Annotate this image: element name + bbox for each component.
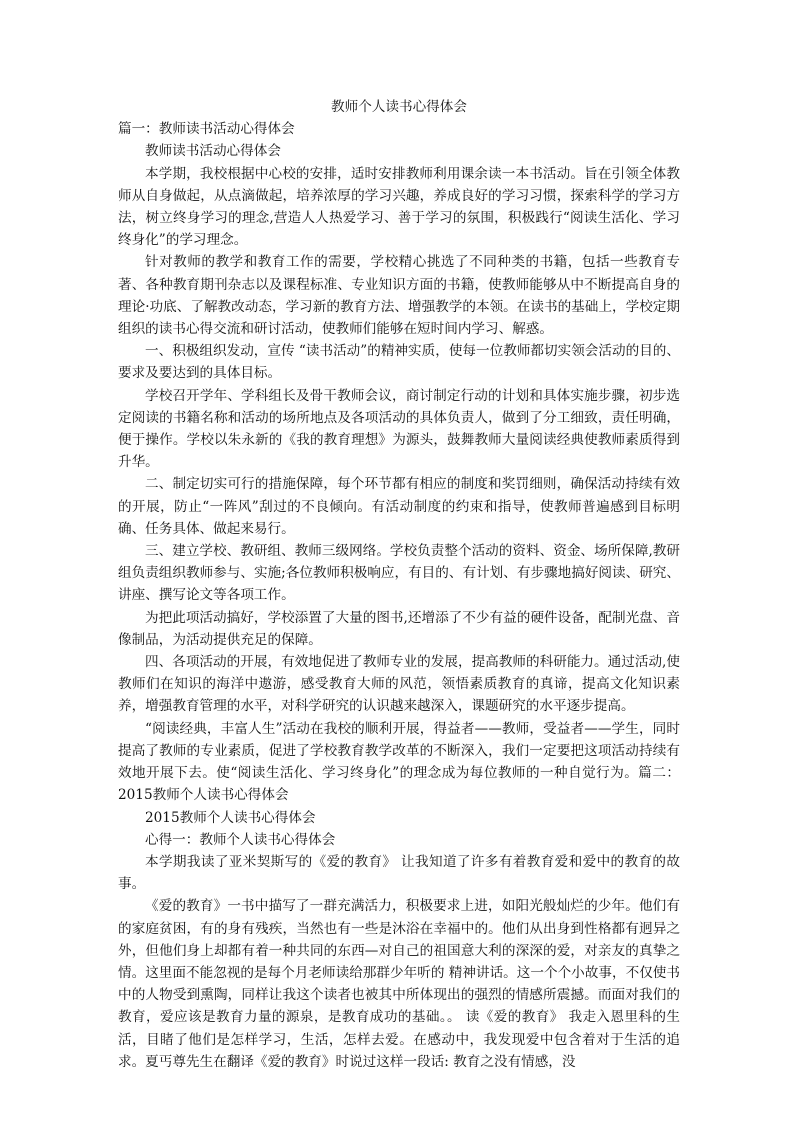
paragraph: 学校召开学年、学科组长及骨干教师会议，商讨制定行动的计划和具体实施步骤，初步选定阅读的书籍名称和活动的场所地点及各项活动的具体负责人，做到了分工细致，责任明确，便于操作。学校以朱永新的《我的教育理想》为源头，鼓舞教师大量阅读经典使教师素质得到升华。 — [118, 387, 680, 471]
paragraph: 三、建立学校、教研组、教师三级网络。学校负责整个活动的资料、资金、场所保障,教研组负责组织教师参与、实施;各位教师积极响应，有目的、有计划、有步骤地搞好阅读、研究、讲座、撰写论文等各项工作。 — [118, 543, 680, 604]
section-heading: 篇一：教师读书活动心得体会 — [118, 121, 295, 138]
paragraph: 本学期，我校根据中心校的安排，适时安排教师利用课余读一本书活动。旨在引领全体教师从自身做起，从点滴做起，培养浓厚的学习兴趣，养成良好的学习习惯，探索科学的学习方法，树立终身学习的理念,营造人人热爱学习、善于学习的氛围，积极践行“阅读生活化、学习终身化”的学习理念。 — [118, 165, 680, 249]
sub-heading: 2015教师个人读书心得体会 — [145, 809, 316, 826]
document-body — [118, 96, 680, 1073]
sub-heading: 心得一：教师个人读书心得体会 — [145, 831, 336, 848]
document-title: 教师个人读书心得体会 — [331, 99, 467, 115]
paragraph: 四、各项活动的开展，有效地促进了教师专业的发展，提高教师的科研能力。通过活动,使教师们在知识的海洋中遨游，感受教育大师的风范，领悟素质教育的真谛，提高文化知识素养，增强教育管理的水平，对科学研究的认识越来越深入，课题研究的水平逐步提高。 — [118, 654, 680, 715]
paragraph: 《爱的教育》一书中描写了一群充满活力，积极要求上进，如阳光般灿烂的少年。他们有的家庭贫困，有的身有残疾，当然也有一些是沐浴在幸福中的。他们从出身到性格都有迥异之外，但他们身上却都有着一种共同的东西—对自己的祖国意大利的深深的爱，对亲友的真挚之情。这里面不能忽视的是每个月老师读给那群少年听的 精神讲话。这一个个小故事，不仅使书中的人物受到熏陶，同样让我这个读者也被其中所体现出的强烈的情感所震撼。而面对我们的教育，爱应该是教育力量的源泉，是教育成功的基础。。 读《爱的教育》 我走入恩里科的生活，目睹了他们是怎样学习，生活，怎样去爱。在感动中，我发现爱中包含着对于生活的追求。夏丐尊先生在翻译《爱的教育》时说过这样一段话: 教育之没有情感，没 — [118, 898, 680, 1070]
document-text — [118, 118, 680, 1073]
sub-heading: 教师读书活动心得体会 — [145, 143, 281, 160]
paragraph: 针对教师的教学和教育工作的需要，学校精心挑选了不同种类的书籍，包括一些教育专著、各种教育期刊杂志以及课程标准、专业知识方面的书籍，使教师能够从中不断提高自身的理论·功底、了解教改动态，学习新的教育方法、增强教学的本领。在读书的基础上，学校定期组织的读书心得交流和研讨活动，使教师们能够在短时间内学习、解惑。 — [118, 254, 680, 338]
paragraph: 二、制定切实可行的措施保障，每个环节都有相应的制度和奖罚细则，确保活动持续有效的开展，防止“一阵风”刮过的不良倾向。有活动制度的约束和指导，使教师普遍感到目标明确、任务具体、做起来易行。 — [118, 476, 680, 537]
paragraph: 本学期我读了亚米契斯写的《爱的教育》 让我知道了许多有着教育爱和爱中的教育的故事。 — [118, 853, 680, 893]
paragraph: 为把此项活动搞好，学校添置了大量的图书,还增添了不少有益的硬件设备，配制光盘、音像制品，为活动提供充足的保障。 — [118, 609, 680, 648]
paragraph: “阅读经典，丰富人生”活动在我校的顺利开展，得益者——教师，受益者——学生，同时提高了教师的专业素质，促进了学校教育教学改革的不断深入，我们一定要把这项活动持续有效地开展下去。使“阅读生活化、学习终身化”的理念成为每位教师的一种自觉行为。篇二：2015教师个人读书心得体会 — [118, 720, 680, 804]
paragraph: 一、积极组织发动，宣传 “读书活动”的精神实质，使每一位教师都切实领会活动的目的、要求及要达到的具体目标。 — [118, 343, 680, 382]
